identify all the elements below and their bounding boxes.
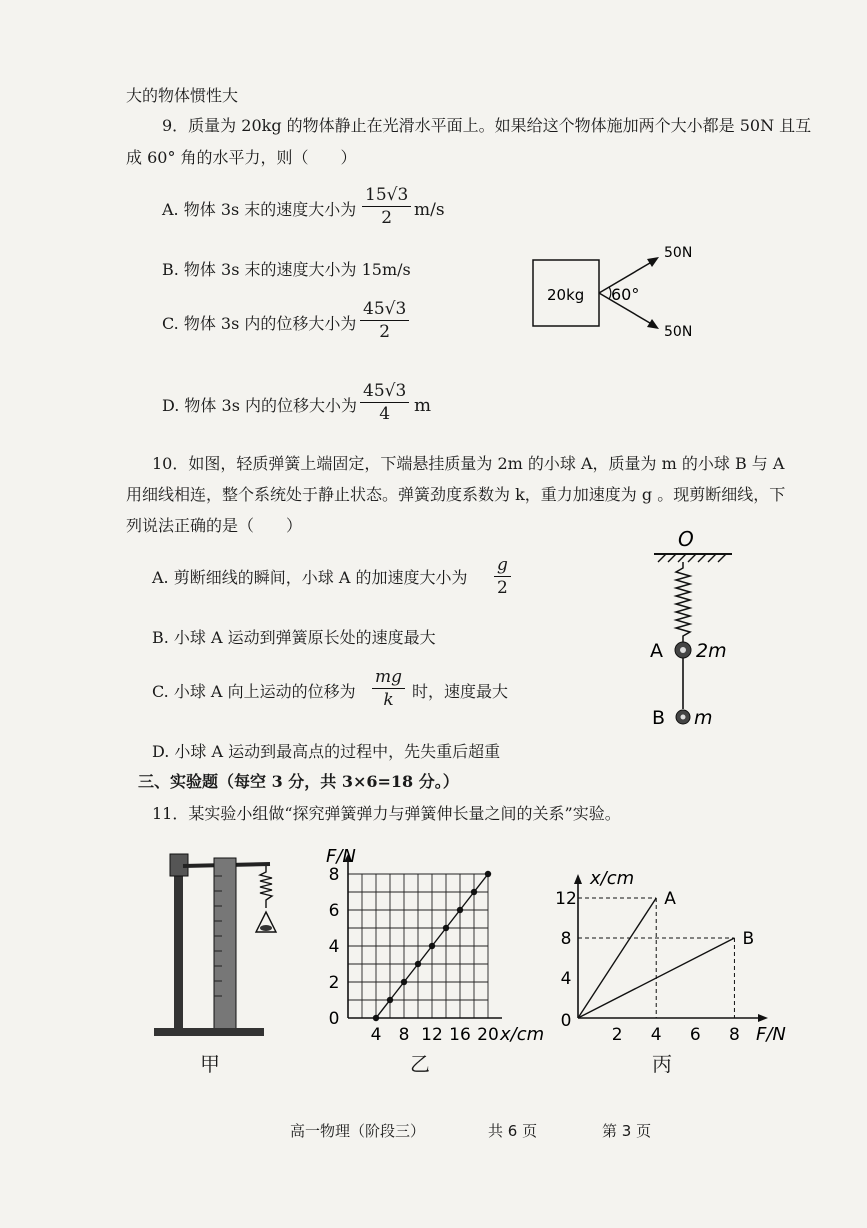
- y-tick-label: 0: [328, 1009, 340, 1029]
- stand-base: [154, 1028, 264, 1036]
- x-tick-label: 16: [449, 1025, 471, 1045]
- data-point: [429, 943, 435, 949]
- block-mass-label: 20kg: [547, 286, 585, 304]
- q9-stem-line2: 成 60° 角的水平力，则（ ）: [126, 148, 357, 167]
- x-tick-label: 6: [689, 1025, 701, 1045]
- series-label-b: B: [742, 929, 755, 949]
- y-tick-label: 2: [328, 973, 340, 993]
- q9-option-d-fraction: [360, 380, 409, 425]
- x-tick-label: 4: [650, 1025, 662, 1045]
- ball-a-mass: 2m: [696, 640, 727, 662]
- q9-stem-line1: 9．质量为 20kg 的物体静止在光滑水平面上。如果给这个物体施加两个大小都是 50N 且互: [162, 116, 812, 135]
- q9-option-d: D. 物体 3s 内的位移大小为: [162, 396, 357, 415]
- q10-c-denominator: k: [383, 690, 394, 710]
- spring-coil: [676, 562, 690, 642]
- ruler: [214, 858, 236, 1030]
- x-tick-label: 4: [370, 1025, 382, 1045]
- y-tick-label: 8: [328, 865, 340, 885]
- angle-label: 60°: [611, 285, 640, 304]
- q11-stem: 11．某实验小组做“探究弹簧弹力与弹簧伸长量之间的关系”实验。: [152, 804, 621, 823]
- q9-a-denominator: 2: [381, 208, 393, 228]
- q10-c-suffix: 时，速度最大: [412, 682, 509, 701]
- stand-pole: [174, 856, 183, 1036]
- y-tick-label: 8: [560, 929, 572, 949]
- q9-option-c: C. 物体 3s 内的位移大小为: [162, 314, 357, 333]
- q10-stem-line3: 列说法正确的是（ ）: [126, 516, 303, 535]
- q10-option-a: A. 剪断细线的瞬间，小球 A 的加速度大小为: [152, 568, 468, 587]
- force-top-label: 50N: [664, 245, 693, 261]
- q9-c-denominator: 2: [379, 322, 391, 342]
- data-point: [415, 961, 421, 967]
- data-point: [457, 907, 463, 913]
- q9-option-c-fraction: [360, 298, 409, 343]
- y-tick-label: 4: [560, 969, 572, 989]
- support-point-label: O: [678, 527, 694, 551]
- data-point: [471, 889, 477, 895]
- continuation-text: 大的物体惯性大: [126, 86, 239, 105]
- x-tick-label: 8: [398, 1025, 410, 1045]
- q9-option-a-text: A. 物体 3s 末的速度大小为: [162, 200, 357, 219]
- q9-option-b: B. 物体 3s 末的速度大小为 15m/s: [162, 260, 411, 279]
- chart-extension-vs-force: [548, 860, 788, 1050]
- apparatus-figure: [150, 846, 280, 1046]
- weight: [260, 925, 272, 931]
- footer-total-pages: 共 6 页: [488, 1122, 538, 1140]
- chart-force-vs-length: [300, 838, 560, 1052]
- ball-b-label: B: [652, 707, 666, 729]
- series-line-a: [578, 898, 656, 1018]
- q10-option-c: C. 小球 A 向上运动的位移为: [152, 682, 356, 701]
- data-point: [485, 871, 491, 877]
- data-point: [387, 997, 393, 1003]
- y-axis-label: F/N: [326, 846, 356, 867]
- q9-option-a-fraction: [362, 184, 411, 229]
- footer-page-number: 第 3 页: [602, 1122, 652, 1140]
- q9-option-a: [162, 200, 356, 220]
- ceiling-hatching: [658, 554, 726, 562]
- data-point: [401, 979, 407, 985]
- arrowhead-top: [647, 257, 659, 267]
- x-axis-arrowhead: [758, 1014, 768, 1022]
- q9-c-numerator: 45√3: [360, 298, 409, 321]
- footer-subject: 高一物理（阶段三）: [290, 1122, 426, 1140]
- data-point: [373, 1015, 379, 1021]
- x-tick-label: 20: [477, 1025, 499, 1045]
- x-tick-label: 8: [729, 1025, 740, 1045]
- ball-a-label: A: [650, 640, 663, 662]
- q10-c-numerator: mg: [372, 666, 405, 689]
- y-tick-label: 4: [328, 937, 340, 957]
- q9-d-numerator: 45√3: [360, 380, 409, 403]
- q9-force-diagram: [525, 230, 715, 350]
- ball-a-highlight: [680, 647, 686, 653]
- fig-label-bing: 丙: [652, 1052, 672, 1076]
- x-tick-label: 12: [421, 1025, 443, 1045]
- ball-b-highlight: [681, 715, 686, 720]
- fig-label-yi: 乙: [410, 1052, 430, 1076]
- q9-d-unit: m: [414, 395, 432, 416]
- q9-d-denominator: 4: [379, 404, 391, 424]
- q10-option-b: B. 小球 A 运动到弹簧原长处的速度最大: [152, 628, 436, 647]
- data-point: [443, 925, 449, 931]
- q9-a-numerator: 15√3: [362, 184, 411, 207]
- q10-stem-line2: 用细线相连，整个系统处于静止状态。弹簧劲度系数为 k，重力加速度为 g 。现剪断细线，下: [126, 485, 786, 504]
- q10-option-c-fraction: [372, 666, 405, 711]
- force-bottom-label: 50N: [664, 324, 693, 340]
- q10-a-denominator: 2: [497, 578, 508, 598]
- arrowhead-bottom: [647, 319, 659, 329]
- q9-a-unit: m/s: [414, 200, 445, 220]
- q10-a-numerator: g: [494, 554, 511, 577]
- series-label-a: A: [664, 889, 676, 909]
- origin-label: 0: [560, 1011, 572, 1031]
- section-3-heading: 三、实验题（每空 3 分，共 3×6=18 分。）: [138, 772, 459, 791]
- q10-spring-diagram: [640, 524, 750, 734]
- x-axis-label: F/N: [756, 1024, 786, 1045]
- fig-label-jia: 甲: [200, 1052, 220, 1076]
- y-tick-label: 6: [328, 901, 340, 921]
- y-axis-label: x/cm: [590, 868, 635, 889]
- x-axis-label: x/cm: [500, 1024, 545, 1045]
- q10-option-a-fraction: [494, 554, 511, 599]
- ball-b-mass: m: [694, 707, 713, 729]
- q10-stem-line1: 10．如图，轻质弹簧上端固定，下端悬挂质量为 2m 的小球 A，质量为 m 的小球 B 与 A: [152, 454, 785, 473]
- x-tick-label: 2: [611, 1025, 623, 1045]
- y-axis-arrowhead: [574, 874, 582, 884]
- spring: [260, 866, 272, 908]
- y-tick-label: 12: [555, 889, 577, 909]
- q10-option-d: D. 小球 A 运动到最高点的过程中，先失重后超重: [152, 742, 501, 761]
